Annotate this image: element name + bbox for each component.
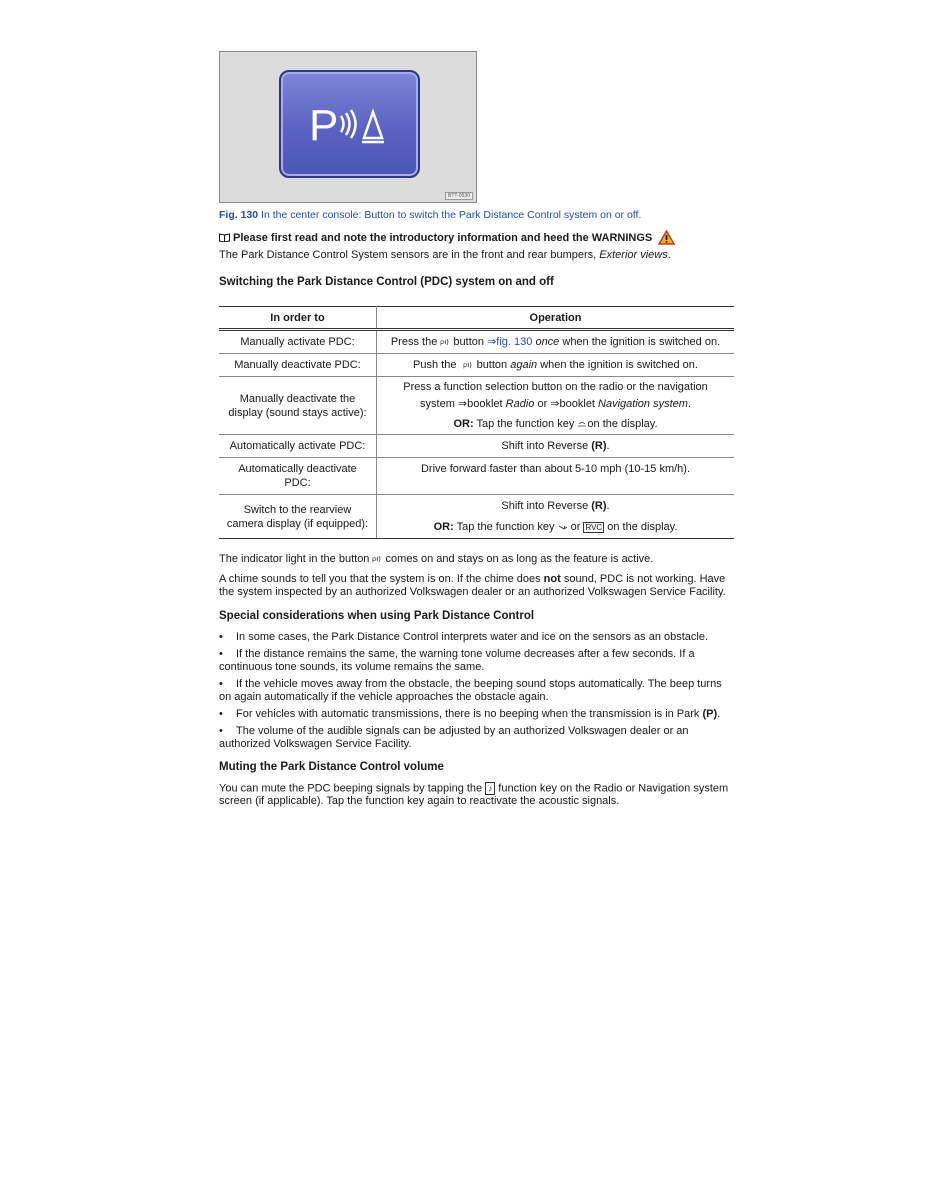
chime-paragraph: A chime sounds to tell you that the system is on. If the chime does not sound, PDC is not working. Have the system inspected by an authorized Volkswagen dealer or an authorized Volkswagen Service Facility. <box>219 573 726 598</box>
table-cell-operation: Press the P button ⇒fig. 130 once when the ignition is switched on. <box>377 330 735 354</box>
table-row <box>219 458 734 495</box>
operations-table <box>219 306 734 539</box>
warning-icon <box>658 230 675 245</box>
figure-caption <box>219 209 734 221</box>
intro-paragraph: The Park Distance Control System sensors are in the front and rear bumpers, Exterior views. <box>219 249 671 261</box>
table-cell-operation: Shift into Reverse (R). OR: Tap the function key or RVC on the display. <box>377 495 735 539</box>
pdc-button-icon <box>309 98 389 150</box>
table-cell-operation: Drive forward faster than about 5-10 mph (10-15 km/h). <box>377 458 735 495</box>
table-cell-action: Manually deactivate PDC: <box>219 354 377 377</box>
table-cell-action: Automatically activate PDC: <box>219 435 377 458</box>
table-cell-action: Manually activate PDC: <box>219 330 377 354</box>
book-icon <box>219 233 230 242</box>
pdc-button-image <box>279 70 420 178</box>
figure-code: BTT-0530 <box>445 192 473 200</box>
rvc-function-key-icon: RVC <box>585 522 603 532</box>
section-title-special: Special considerations when using Park Distance Control <box>219 610 535 622</box>
table-header-in-order-to: In order to <box>219 307 377 330</box>
table-row <box>219 377 734 435</box>
mute-function-key-icon: ♪ <box>485 782 495 795</box>
mute-paragraph: You can mute the PDC beeping signals by tapping the ♪ function key on the Radio or Navigation system screen (if applicable). Tap the function key again to reactivate the acoustic signals. <box>219 782 729 808</box>
table-row <box>219 495 734 539</box>
list-item: • If the distance remains the same, the warning tone volume decreases after a few seconds. If a continuous tone sounds, its volume remains the same. <box>219 648 695 673</box>
list-item: • For vehicles with automatic transmissions, there is no beeping when the transmission is in Park (P). <box>219 708 721 720</box>
indicator-paragraph: The indicator light in the button P comes on and stays on as long as the feature is active. <box>219 553 654 565</box>
table-row <box>219 435 734 458</box>
figure-caption-label: Fig. 130 <box>219 209 259 221</box>
camera-icon <box>558 524 568 531</box>
svg-text:P: P <box>372 557 378 563</box>
read-first-text: Please first read and note the introductory information and heed the WARNINGS <box>233 231 653 244</box>
svg-text:P: P <box>440 340 446 346</box>
table-cell-action: Switch to the rearview camera display (if equipped): <box>219 495 377 539</box>
section-title-mute: Muting the Park Distance Control volume <box>219 761 444 773</box>
svg-text:P: P <box>309 101 339 150</box>
manual-page <box>219 51 734 808</box>
exterior-views-ref: Exterior views <box>599 249 668 261</box>
list-item: • The volume of the audible signals can be adjusted by an authorized Volkswagen dealer or an authorized Volkswagen Service Facility. <box>219 725 689 750</box>
fig-130-link[interactable]: ⇒fig. 130 <box>487 336 533 348</box>
special-considerations-list <box>219 631 734 751</box>
table-header-operation: Operation <box>377 307 735 330</box>
pdc-small-icon <box>440 339 450 346</box>
table-cell-action: Automatically deactivate PDC: <box>219 458 377 495</box>
table-row <box>219 330 734 354</box>
pdc-small-icon <box>460 362 474 369</box>
figure-130 <box>219 51 477 203</box>
figure-caption-text: In the center console: Button to switch the Park Distance Control system on or off. <box>258 209 642 221</box>
list-item: • If the vehicle moves away from the obstacle, the beeping sound stops automatically. The beep turns on again automatically if the vehicle approaches the obstacle again. <box>219 678 722 703</box>
svg-text:P: P <box>462 363 468 369</box>
table-cell-operation: Shift into Reverse (R). <box>377 435 735 458</box>
table-cell-action: Manually deactivate the display (sound stays active): <box>219 377 377 435</box>
display-off-icon <box>577 421 587 427</box>
table-cell-operation: Push the P button again when the ignition is switched on. <box>377 354 735 377</box>
list-item: • In some cases, the Park Distance Control interprets water and ice on the sensors as an obstacle. <box>219 631 709 643</box>
table-row <box>219 354 734 377</box>
section-title-switch: Switching the Park Distance Control (PDC) system on and off <box>219 276 554 288</box>
table-header-row <box>219 307 734 330</box>
read-first-note <box>219 230 734 245</box>
pdc-small-icon <box>372 556 382 563</box>
table-cell-operation: Press a function selection button on the radio or the navigation system ⇒booklet Radio or ⇒booklet Navigation system. OR: Tap the function key on the display. <box>377 377 735 435</box>
